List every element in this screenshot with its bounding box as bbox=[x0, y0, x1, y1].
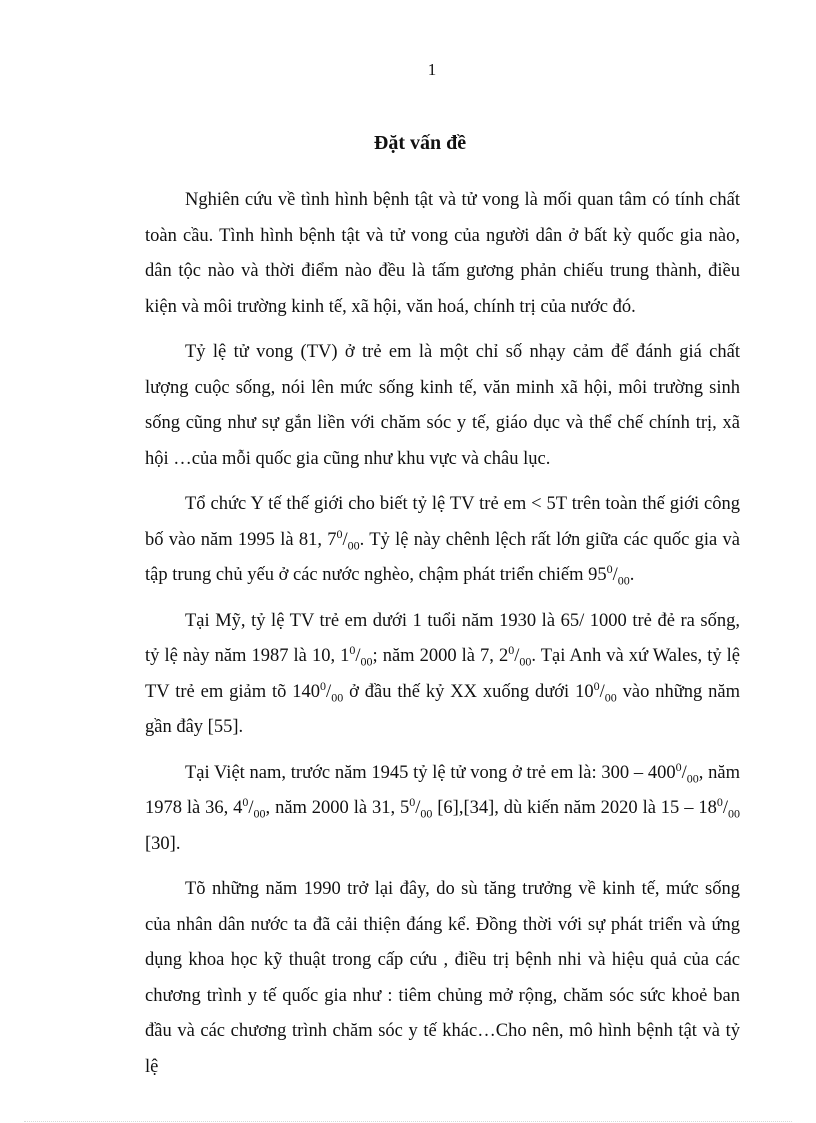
text-run: , năm 2000 là 31, 5 bbox=[265, 798, 410, 818]
paragraph-3: Tổ chức Y tế thế giới cho biết tỷ lệ TV trẻ em < 5T trên toàn thế giới công bố vào năm 1995 là 81, $7^0/_{00}$. Tỷ lệ này chênh lệch rất lớn giữa các quốc gia và tập trung chủ yếu ở các nước nghèo, chậm phát triển chiếm $95^0/_{00}$. bbox=[145, 494, 740, 588]
permille-sup: 0 bbox=[593, 678, 600, 693]
permille-sub: 00 bbox=[331, 690, 344, 705]
permille-sub: 00 bbox=[420, 806, 433, 821]
permille-sup: 0 bbox=[675, 759, 682, 774]
permille-sub: 00 bbox=[728, 806, 740, 821]
permille-sub: 00 bbox=[519, 654, 532, 669]
text-run: [30]. bbox=[145, 833, 181, 854]
footer-divider bbox=[24, 1121, 792, 1122]
text-run: , năm 1978 là 36, 4 bbox=[145, 762, 740, 818]
permille-sub: 00 bbox=[604, 690, 617, 705]
permille-sup: 0 bbox=[349, 642, 356, 657]
paragraph-5: Tại Việt nam, trước năm 1945 tỷ lệ tử vong ở trẻ em là: $300 - 400^0/_{00}$, năm 1978 là 36, $4^0/_{00}$, năm 2000 là 31, $5^0/_{00}$ [6],[34], dù kiến năm 2020 là $15 - 18^0/_{00}$ [30]. bbox=[145, 759, 740, 854]
text-run: vào những năm gần đây [55]. bbox=[145, 681, 741, 737]
permille-sub: 00 bbox=[347, 538, 360, 553]
permille-sup: 0 bbox=[242, 794, 249, 809]
permille-sub: 00 bbox=[686, 771, 699, 786]
text-run: Tại Mỹ, tỷ lệ TV trẻ em dưới 1 tuổi năm 1930 là 65/ 1000 trẻ đẻ ra sống, tỷ lệ này năm 1987 là 10, 1 bbox=[145, 610, 740, 666]
permille-sup: 0 bbox=[320, 678, 327, 693]
text-run: Tại Việt nam, trước năm 1945 tỷ lệ tử vong ở trẻ em là: 300 – 400 bbox=[185, 762, 676, 783]
permille-sup: 0 bbox=[716, 794, 723, 809]
permille-sup: 0 bbox=[409, 794, 416, 809]
permille-sup: 0 bbox=[606, 561, 613, 576]
text-run: . Tại Anh và xứ Wales, tỷ lệ TV trẻ em giảm tõ 140 bbox=[145, 646, 741, 702]
page-number: 1 bbox=[427, 60, 437, 79]
text-run: ; năm 2000 là 7, 2 bbox=[372, 646, 509, 666]
paragraph-4: Tại Mỹ, tỷ lệ TV trẻ em dưới 1 tuổi năm 1930 là 65/ 1000 trẻ đẻ ra sống, tỷ lệ này năm 1987 là 10, $1^0/_{00}$; năm 2000 là 7, $2^0/_{00}$. Tại Anh và xứ Wales, tỷ lệ TV trẻ em giảm tõ $140^0/_{00}$ ở đầu thế kỷ XX xuống dưới $10^0/_{00}$ vào những năm gần đây [55]. bbox=[145, 610, 741, 737]
permille-sub: 00 bbox=[253, 806, 266, 821]
paragraph-2: Tỷ lệ tử vong (TV) ở trẻ em là một chỉ số nhạy cảm để đánh giá chất lượng cuộc sống, nói lên mức sống kinh tế, văn minh xã hội, môi trường sinh sống cũng như sự gắn liền với chăm sóc y tế, giáo dục và thể chế chính trị, xã hội …của mỗi quốc gia cũng như khu vực và châu lục. bbox=[145, 342, 740, 469]
permille-sup: 0 bbox=[336, 526, 343, 541]
paragraph-1: Nghiên cứu về tình hình bệnh tật và tử vong là mối quan tâm có tính chất toàn cầu. Tình hình bệnh tật và tử vong của người dân ở bất kỳ quốc gia nào, dân tộc nào và thời điểm nào đều là tấm gương phản chiếu trung thành, điều kiện và môi trường kinh tế, xã hội, văn hoá, chính trị của nước đó. bbox=[145, 190, 740, 317]
text-run: . bbox=[629, 565, 635, 585]
page-title: Đặt vấn đề bbox=[373, 132, 467, 154]
permille-sub: 00 bbox=[360, 654, 373, 669]
text-run: Tổ chức Y tế thế giới cho biết tỷ lệ TV trẻ em < 5T trên toàn thế giới công bố vào năm 1995 là 81, 7 bbox=[145, 494, 740, 550]
body-text bbox=[145, 183, 740, 1085]
permille-sup: 0 bbox=[508, 642, 515, 657]
text-run: ở đầu thế kỷ XX xuống dưới 10 bbox=[343, 681, 594, 702]
paragraph-6: Tõ những năm 1990 trở lại đây, do sù tăng trưởng về kinh tế, mức sống của nhân dân nước ta đã cải thiện đáng kể. Đồng thời với sự phát triển và ứng dụng khoa học kỹ thuật trong cấp cứu , điều trị bệnh nhi và hiệu quả của các chương trình y tế quốc gia như : tiêm chủng mở rộng, chăm sóc sức khoẻ ban đầu và các chương trình chăm sóc y tế khác…Cho nên, mô hình bệnh tật và tỷ lệ bbox=[145, 879, 740, 1077]
permille-sub: 00 bbox=[617, 573, 630, 588]
text-run: [6],[34], dù kiến năm 2020 là 15 – 18 bbox=[432, 798, 717, 818]
text-run: . Tỷ lệ này chênh lệch rất lớn giữa các quốc gia và tập trung chủ yếu ở các nước nghèo, chậm phát triển chiếm 95 bbox=[145, 529, 740, 585]
